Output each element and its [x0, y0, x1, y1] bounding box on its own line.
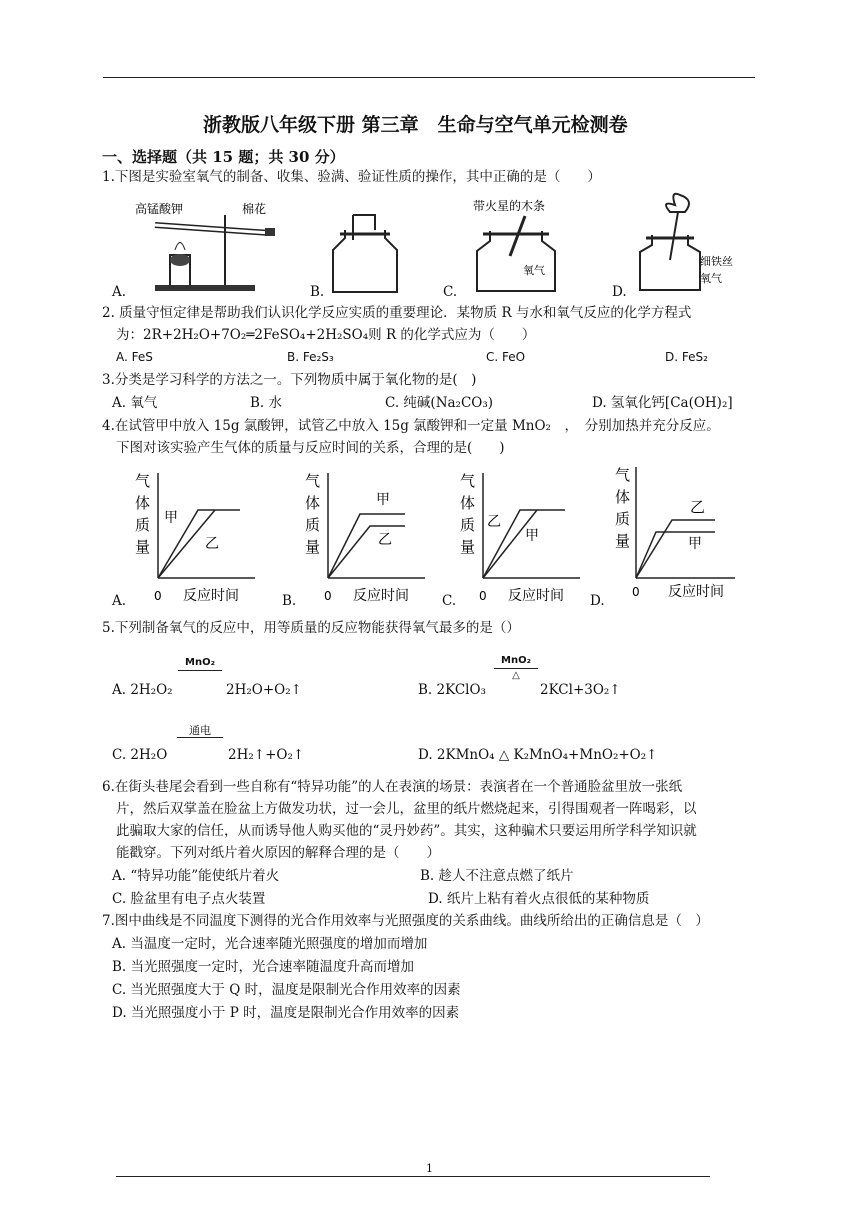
q5-option-c-right: 2H₂↑+O₂↑	[228, 747, 305, 763]
q4-option-b: B.	[282, 593, 297, 609]
q6-option-d: D. 纸片上粘有着火点很低的某种物质	[428, 891, 650, 907]
graph-ylabel-1: 气	[615, 466, 631, 484]
q1-c-label-o2: 氧气	[523, 264, 545, 277]
q5-a-condition-rule	[178, 670, 222, 671]
graph-label-jia: 甲	[525, 528, 539, 544]
q5-b-condition-rule	[494, 668, 538, 669]
q7-option-c: C. 当光照强度大于 Q 时，温度是限制光合作用效率的因素	[112, 982, 461, 998]
top-rule	[103, 77, 755, 78]
q2-option-c: C. FeO	[486, 350, 526, 364]
q5-c-condition: 通电	[189, 724, 211, 737]
graph-ylabel-1: 气	[135, 472, 151, 490]
graph-ylabel-2: 体	[135, 494, 151, 512]
graph-xlabel: 反应时间	[508, 588, 564, 604]
graph-label-yi: 乙	[378, 532, 392, 548]
q6-option-b: B. 趁人不注意点燃了纸片	[420, 868, 574, 884]
q6-line-3: 此骗取大家的信任，从而诱导他人购买他的“灵丹妙药”。其实，这种骗术只要运用所学科学知识就	[116, 823, 697, 839]
graph-label-jia: 甲	[688, 536, 702, 552]
graph-origin: 0	[632, 585, 640, 599]
graph-ylabel-2: 体	[460, 494, 476, 512]
q6-option-a: A. “特异功能”能使纸片着火	[112, 868, 280, 884]
q1-figure-a	[130, 195, 280, 295]
graph-xlabel: 反应时间	[183, 588, 239, 604]
q5-a-condition: MnO₂	[185, 657, 215, 668]
q1-figure-c	[465, 196, 575, 296]
q4-graph-b	[300, 468, 450, 608]
graph-ylabel-1: 气	[305, 472, 321, 490]
graph-ylabel-2: 体	[305, 494, 321, 512]
q5-c-condition-rule	[177, 737, 223, 738]
q4-option-d: D.	[590, 593, 605, 609]
q7-stem: 7.图中曲线是不同温度下测得的光合作用效率与光照强度的关系曲线。曲线所给出的正确信息是（ ）	[102, 913, 709, 929]
graph-xlabel: 反应时间	[353, 588, 409, 604]
q4-option-c: C.	[442, 593, 457, 609]
q1-d-label-wire: 细铁丝	[700, 255, 733, 268]
q7-option-d: D. 当光照强度小于 P 时，温度是限制光合作用效率的因素	[112, 1005, 460, 1021]
q3-option-c: C. 纯碱(Na₂CO₃)	[385, 395, 494, 411]
graph-label-jia: 甲	[164, 510, 178, 526]
q4-graph-a	[130, 468, 280, 608]
section-heading: 一、选择题（共 15 题；共 30 分）	[102, 148, 345, 166]
graph-ylabel-4: 量	[135, 538, 151, 556]
q3-option-b: B. 水	[250, 395, 283, 411]
q5-b-condition-heat: △	[512, 670, 520, 681]
q4-stem-line2: 下图对该实验产生气体的质量与反应时间的关系，合理的是( )	[116, 440, 505, 456]
q6-option-c: C. 脸盆里有电子点火装置	[112, 891, 266, 907]
q4-graph-d	[610, 462, 760, 602]
page-number: 1	[426, 1162, 433, 1175]
q5-b-condition: MnO₂	[501, 655, 531, 666]
q2-option-b: B. Fe₂S₃	[287, 350, 334, 364]
graph-origin: 0	[324, 589, 332, 603]
q6-line-1: 6.在街头巷尾会看到一些自称有“特异功能”的人在表演的场景：表演者在一个普通脸盆里放一张纸	[102, 779, 683, 795]
q1-figure-b	[325, 210, 415, 295]
q4-stem: 4.在试管甲中放入 15g 氯酸钾，试管乙中放入 15g 氯酸钾和一定量 MnO₂ ， 分别加热并充分反应。	[102, 418, 720, 434]
graph-ylabel-4: 量	[305, 538, 321, 556]
graph-ylabel-4: 量	[460, 538, 476, 556]
q2-stem: 2. 质量守恒定律是帮助我们认识化学反应实质的重要理论．某物质 R 与水和氧气反应的化学方程式	[102, 305, 692, 321]
graph-label-yi: 乙	[205, 536, 219, 552]
q1-option-b: B.	[310, 284, 325, 300]
q1-stem: 1.下图是实验室氧气的制备、收集、验满、验证性质的操作，其中正确的是（ ）	[102, 169, 601, 185]
q1-c-label-stick: 带火星的木条	[473, 199, 546, 213]
graph-ylabel-4: 量	[615, 532, 631, 550]
q7-option-a: A. 当温度一定时，光合速率随光照强度的增加而增加	[112, 936, 428, 952]
graph-ylabel-3: 质	[135, 516, 151, 534]
bottom-rule	[116, 1176, 710, 1177]
q6-line-4: 能戳穿。下列对纸片着火原因的解释合理的是（ ）	[116, 845, 440, 861]
page-title: 浙教版八年级下册 第三章 生命与空气单元检测卷	[203, 114, 628, 136]
q5-option-a-right: 2H₂O+O₂↑	[226, 682, 302, 698]
graph-origin: 0	[154, 589, 162, 603]
q6-line-2: 片，然后双掌盖在脸盆上方做发功状，过一会儿，盆里的纸片燃烧起来，引得围观者一阵喝彩，以	[116, 801, 697, 817]
q2-option-d: D. FeS₂	[665, 350, 708, 364]
q5-stem: 5.下列制备氧气的反应中，用等质量的反应物能获得氧气最多的是（）	[102, 620, 520, 636]
q4-graph-c	[455, 468, 605, 608]
graph-ylabel-2: 体	[615, 488, 631, 506]
q1-figure-d	[630, 190, 740, 300]
q5-option-a-left: A. 2H₂O₂	[112, 682, 173, 698]
q3-option-a: A. 氧气	[112, 395, 158, 411]
q1-option-d: D.	[612, 284, 627, 300]
graph-xlabel: 反应时间	[668, 584, 724, 600]
graph-ylabel-1: 气	[460, 472, 476, 490]
graph-label-yi: 乙	[487, 514, 501, 530]
q4-option-a: A.	[112, 593, 127, 609]
q5-option-b-right: 2KCl+3O₂↑	[540, 682, 621, 698]
q1-option-c: C.	[443, 284, 458, 300]
graph-ylabel-3: 质	[460, 516, 476, 534]
q3-stem: 3.分类是学习科学的方法之一。下列物质中属于氧化物的是( )	[102, 372, 477, 388]
q1-a-label-kmno4: 高锰酸钾	[135, 202, 184, 216]
q1-a-label-cotton: 棉花	[242, 202, 267, 216]
graph-origin: 0	[479, 589, 487, 603]
graph-label-jia: 甲	[376, 492, 390, 508]
q1-d-label-o2: 氧气	[700, 272, 722, 285]
graph-ylabel-3: 质	[615, 510, 631, 528]
q5-option-d: D. 2KMnO₄ △ K₂MnO₄+MnO₂+O₂↑	[418, 747, 658, 763]
graph-label-yi: 乙	[690, 498, 706, 516]
q5-option-b-left: B. 2KClO₃	[418, 682, 486, 698]
q7-option-b: B. 当光照强度一定时，光合速率随温度升高而增加	[112, 959, 415, 975]
q1-option-a: A.	[112, 284, 127, 300]
q5-option-c-left: C. 2H₂O	[112, 747, 168, 763]
q3-option-d: D. 氢氧化钙[Ca(OH)₂]	[592, 395, 733, 411]
q2-option-a: A. FeS	[116, 350, 153, 364]
graph-ylabel-3: 质	[305, 516, 321, 534]
q2-stem-line2: 为：2R+2H₂O+7O₂═2FeSO₄+2H₂SO₄则 R 的化学式应为（ ）	[116, 327, 536, 343]
